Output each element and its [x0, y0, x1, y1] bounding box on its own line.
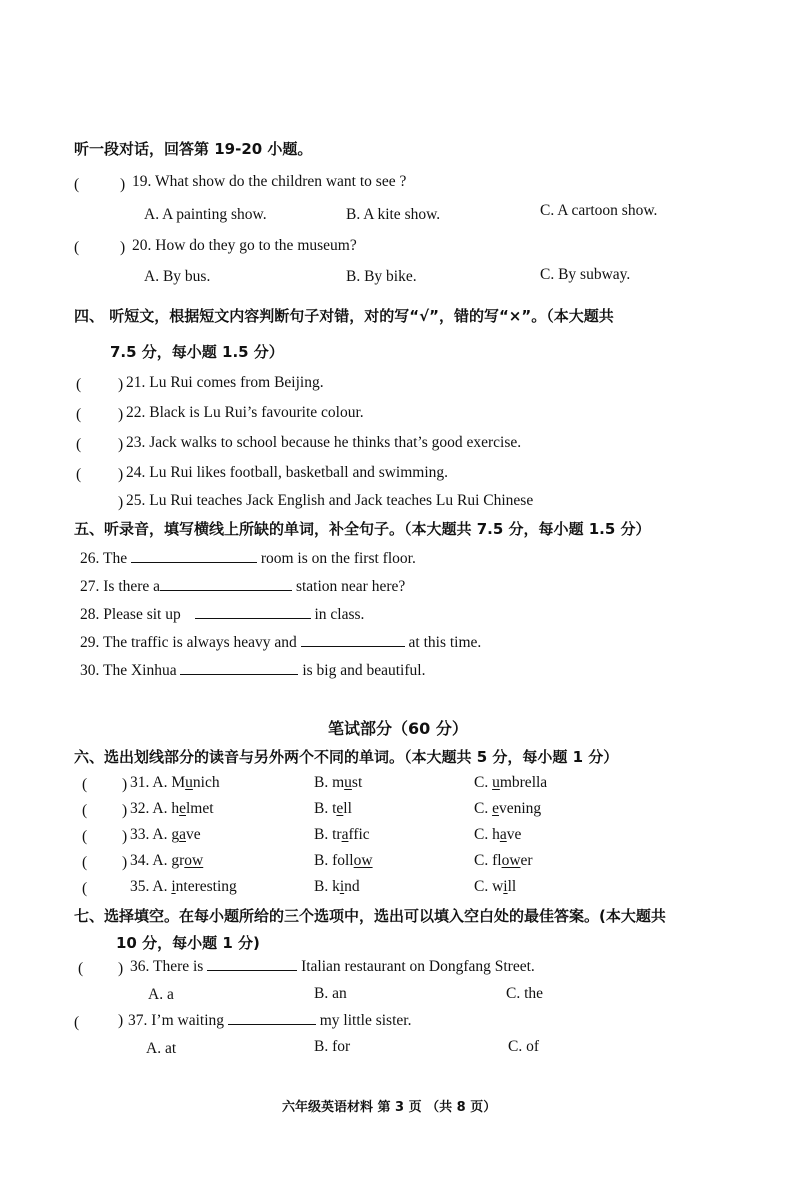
answer-paren: (: [74, 1014, 80, 1031]
answer-blank[interactable]: [301, 634, 405, 647]
page-footer: 六年级英语材料 第 3 页 （共 8 页）: [282, 1100, 497, 1115]
answer-paren-close: ): [120, 176, 126, 193]
answer-blank[interactable]: [207, 958, 297, 971]
answer-paren: ): [122, 802, 128, 819]
phonetics-option-a: 34. A. grow: [130, 852, 204, 869]
answer-paren: ): [118, 376, 124, 393]
written-part-title: 笔试部分（60 分）: [328, 719, 468, 738]
answer-paren: ): [122, 776, 128, 793]
mc-37-option-a: A. at: [146, 1040, 177, 1057]
answer-paren: ): [118, 406, 124, 423]
mc-question-37: 37. I’m waiting my little sister.: [128, 1012, 412, 1029]
question-20-option-b: B. By bike.: [346, 268, 417, 285]
answer-paren: (: [76, 376, 82, 393]
mc-36-option-b: B. an: [314, 985, 347, 1002]
answer-paren: ): [118, 1012, 124, 1029]
phonetics-option-a: 32. A. helmet: [130, 800, 214, 817]
phonetics-option-b: B. must: [314, 774, 363, 791]
answer-blank[interactable]: [228, 1012, 316, 1025]
phonetics-option-a: 33. A. gave: [130, 826, 201, 843]
section-4-heading: 四、 听短文，根据短文内容判断句子对错，对的写“√”，错的写“×”。（本大题共: [74, 307, 614, 325]
answer-paren: (: [82, 828, 88, 845]
answer-paren: ): [122, 854, 128, 871]
answer-paren: ): [118, 960, 124, 977]
phonetics-option-b: B. traffic: [314, 826, 370, 843]
phonetics-option-b: B. follow: [314, 852, 373, 869]
answer-paren: (: [82, 880, 88, 897]
answer-paren-open: (: [74, 239, 80, 256]
phonetics-option-c: C. evening: [474, 800, 542, 817]
mc-36-option-c: C. the: [506, 985, 544, 1002]
section-6-heading: 六、选出划线部分的读音与另外两个不同的单词。（本大题共 5 分，每小题 1 分）: [74, 748, 619, 766]
fill-question-28: 28. Please sit up in class.: [80, 606, 365, 623]
answer-blank[interactable]: [131, 550, 257, 563]
fill-question-29: 29. The traffic is always heavy and at this time.: [80, 634, 482, 651]
answer-paren: (: [76, 466, 82, 483]
answer-paren-open: (: [74, 176, 80, 193]
tf-question-24: 24. Lu Rui likes football, basketball and swimming.: [126, 464, 449, 481]
section-7-heading: 七、选择填空。在每小题所给的三个选项中，选出可以填入空白处的最佳答案。(本大题共: [74, 907, 666, 925]
phonetics-option-a: 31. A. Munich: [130, 774, 220, 791]
question-19-option-b: B. A kite show.: [346, 206, 441, 223]
section-4-heading-cont: 7.5 分，每小题 1.5 分）: [110, 343, 284, 361]
answer-paren: (: [82, 854, 88, 871]
section-heading-dialog: 听一段对话，回答第 19-20 小题。: [74, 140, 313, 158]
tf-question-22: 22. Black is Lu Rui’s favourite colour.: [126, 404, 364, 421]
phonetics-option-b: B. kind: [314, 878, 360, 895]
mc-37-option-b: B. for: [314, 1038, 351, 1055]
phonetics-option-c: C. umbrella: [474, 774, 548, 791]
question-19-option-a: A. A painting show.: [144, 206, 267, 223]
mc-36-option-a: A. a: [148, 986, 174, 1003]
fill-question-27: 27. Is there a station near here?: [80, 578, 406, 595]
question-19-option-c: C. A cartoon show.: [540, 202, 658, 219]
mc-37-option-c: C. of: [508, 1038, 539, 1055]
question-20-stem: 20. How do they go to the museum?: [132, 237, 357, 254]
question-19-stem: 19. What show do the children want to see ?: [132, 173, 407, 190]
question-20-option-a: A. By bus.: [144, 268, 211, 285]
phonetics-option-a: 35. A. interesting: [130, 878, 237, 895]
answer-paren: (: [78, 960, 84, 977]
fill-question-30: 30. The Xinhua is big and beautiful.: [80, 662, 426, 679]
phonetics-option-b: B. tell: [314, 800, 352, 817]
fill-question-26: 26. The room is on the first floor.: [80, 550, 416, 567]
tf-question-25: 25. Lu Rui teaches Jack English and Jack teaches Lu Rui Chinese: [126, 492, 534, 509]
phonetics-option-c: C. have: [474, 826, 522, 843]
phonetics-option-c: C. will: [474, 878, 517, 895]
phonetics-option-c: C. flower: [474, 852, 533, 869]
answer-blank[interactable]: [160, 578, 292, 591]
answer-paren: ): [118, 494, 124, 511]
mc-question-36: 36. There is Italian restaurant on Dongfang Street.: [130, 958, 535, 975]
answer-paren: (: [82, 776, 88, 793]
answer-paren: ): [118, 466, 124, 483]
answer-blank[interactable]: [195, 606, 311, 619]
answer-paren: (: [82, 802, 88, 819]
question-20-option-c: C. By subway.: [540, 266, 631, 283]
section-7-heading-cont: 10 分，每小题 1 分): [116, 934, 260, 952]
tf-question-21: 21. Lu Rui comes from Beijing.: [126, 374, 324, 391]
answer-paren: ): [122, 828, 128, 845]
tf-question-23: 23. Jack walks to school because he thinks that’s good exercise.: [126, 434, 522, 451]
answer-paren-close: ): [120, 239, 126, 256]
answer-blank[interactable]: [180, 662, 298, 675]
answer-paren: (: [76, 436, 82, 453]
answer-paren: (: [76, 406, 82, 423]
section-5-heading: 五、听录音，填写横线上所缺的单词，补全句子。（本大题共 7.5 分，每小题 1.5 分）: [74, 520, 651, 538]
answer-paren: ): [118, 436, 124, 453]
